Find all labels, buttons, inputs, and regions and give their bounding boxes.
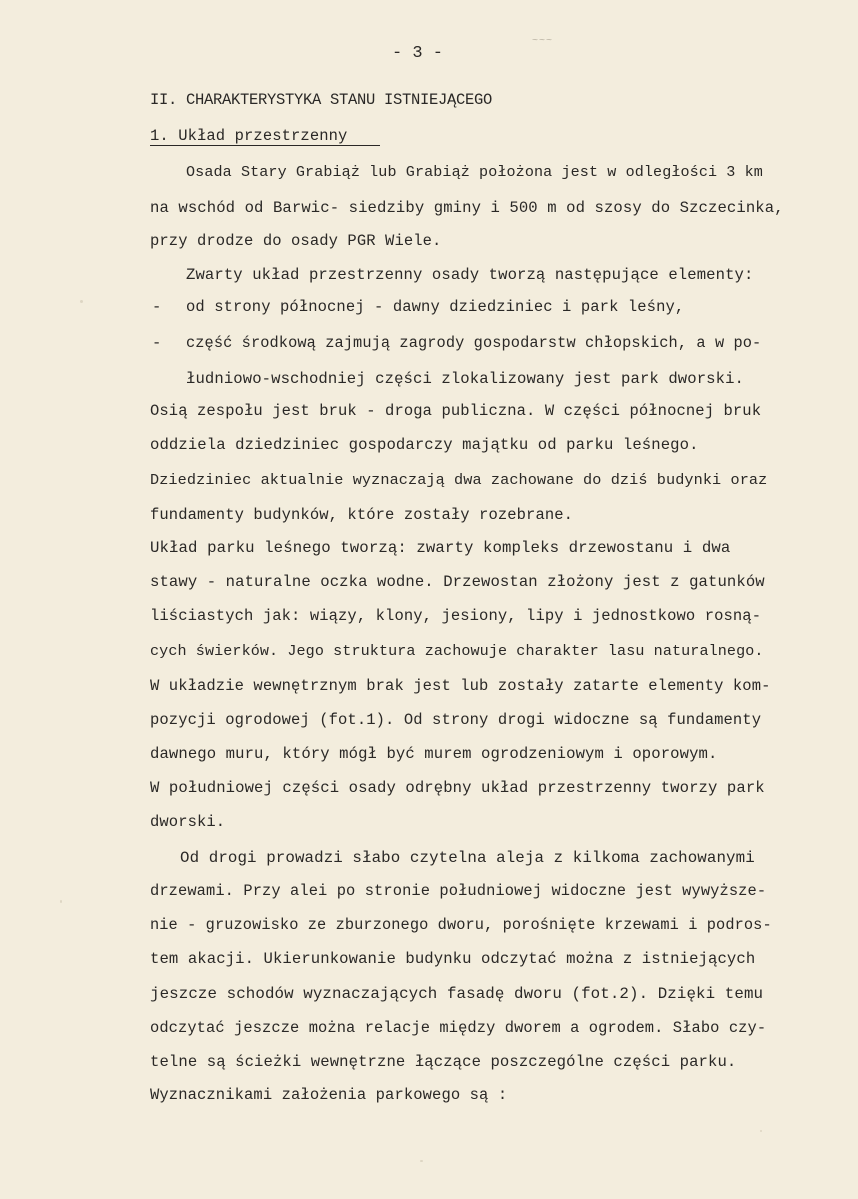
body-line: cych świerków. Jego struktura zachowuje charakter lasu naturalnego. (150, 642, 764, 660)
body-line: tem akacji. Ukierunkowanie budynku odczytać można z istniejących (150, 950, 756, 968)
body-line: pozycji ogrodowej (fot.1). Od strony drogi widoczne są fundamenty (150, 711, 762, 729)
body-line: łudniowo-wschodniej części zlokalizowany jest park dworski. (186, 370, 745, 388)
list-item: część środkową zajmują zagrody gospodarstw chłopskich, a w po- (186, 334, 762, 352)
paper-speck (760, 1130, 762, 1132)
faint-stamp-mark: ~~~ (532, 36, 554, 47)
body-line: Dziedziniec aktualnie wyznaczają dwa zachowane do dziś budynki oraz (150, 471, 768, 489)
paper-speck (80, 300, 83, 303)
body-line: Osią zespołu jest bruk - droga publiczna. W części północnej bruk (150, 402, 762, 420)
list-bullet: - (152, 334, 162, 352)
subsection-heading: 1. Układ przestrzenny (150, 127, 348, 145)
body-line: Od drogi prowadzi słabo czytelna aleja z kilkoma zachowanymi (180, 849, 755, 867)
body-line: stawy - naturalne oczka wodne. Drzewostan złożony jest z gatunków (150, 573, 765, 591)
body-line: fundamenty budynków, które zostały rozebrane. (150, 506, 574, 524)
body-line: jeszcze schodów wyznaczających fasadę dworu (fot.2). Dzięki temu (150, 985, 764, 1003)
body-line: Osada Stary Grabiąż lub Grabiąż położona jest w odległości 3 km (186, 163, 763, 181)
paper-speck (60, 900, 62, 903)
body-line: dawnego muru, który mógł być murem ogrodzeniowym i oporowym. (150, 745, 718, 763)
body-line: W południowej części osady odrębny układ przestrzenny tworzy park (150, 779, 765, 797)
body-line: telne są ścieżki wewnętrzne łączące poszczególne części parku. (150, 1053, 737, 1071)
section-heading: II. CHARAKTERYSTYKA STANU ISTNIEJĄCEGO (150, 91, 493, 109)
body-line: W układzie wewnętrznym brak jest lub zostały zatarte elementy kom- (150, 677, 771, 695)
page-number: - 3 - (392, 44, 444, 63)
body-line: dworski. (150, 813, 226, 831)
subsection-underline (150, 145, 380, 146)
body-line: drzewami. Przy alei po stronie południowej widoczne jest wywyższe- (150, 882, 767, 900)
body-line: na wschód od Barwic- siedziby gminy i 500 m od szosy do Szczecinka, (150, 199, 784, 217)
body-line: Zwarty układ przestrzenny osady tworzą następujące elementy: (186, 266, 754, 284)
body-line: Układ parku leśnego tworzą: zwarty kompleks drzewostanu i dwa (150, 539, 731, 557)
body-line: liściastych jak: wiązy, klony, jesiony, lipy i jednostkowo rosną- (150, 607, 762, 625)
body-line: odczytać jeszcze można relacje między dworem a ogrodem. Słabo czy- (150, 1019, 767, 1037)
body-line: oddziela dziedziniec gospodarczy majątku od parku leśnego. (150, 436, 699, 454)
body-line: przy drodze do osady PGR Wiele. (150, 232, 442, 250)
body-line: Wyznacznikami założenia parkowego są : (150, 1086, 508, 1104)
body-line: nie - gruzowisko ze zburzonego dworu, porośnięte krzewami i podros- (150, 916, 772, 934)
list-bullet: - (152, 298, 162, 316)
paper-speck (420, 1160, 423, 1162)
list-item: od strony północnej - dawny dziedziniec i park leśny, (186, 298, 685, 316)
